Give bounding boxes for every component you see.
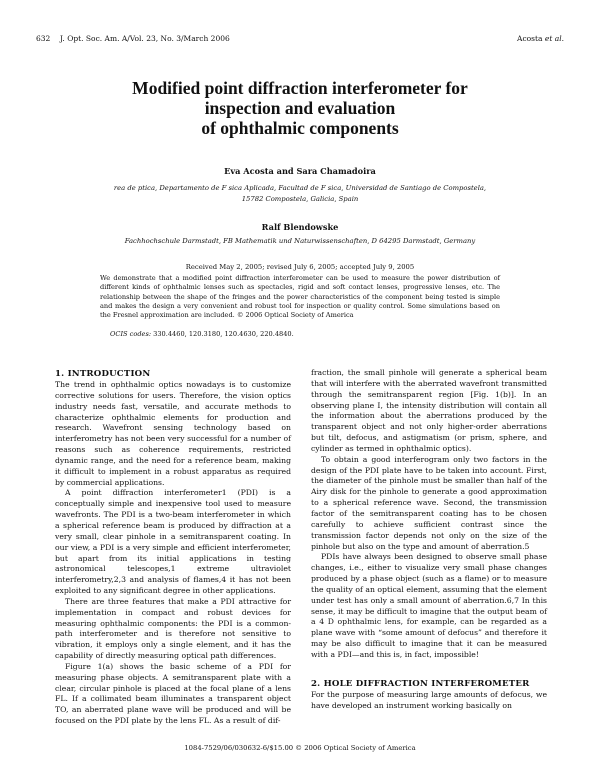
right-column (311, 368, 547, 711)
paragraph: The trend in ophthalmic optics nowadays is to customize corrective solutions for users. Therefore, the vision optics industry needs fast, versatile, and accurate methods to characterize ophthalmic elements for production and research. Wavefront sensing technology based on interferometry has not been very successful for a number of reasons such as coherence requirements, restricted dynamic range, and the need for a reference beam, making it difficult to implement in a robust apparatus as required by commercial applications. (55, 380, 291, 487)
section-heading-introduction: 1. INTRODUCTION (55, 369, 151, 379)
received-dates: Received May 2, 2005; revised July 6, 2005; accepted July 9, 2005 (185, 263, 415, 271)
ocis-codes: OCIS codes: 330.4460, 120.3180, 120.4630, 220.4840. (110, 330, 294, 338)
paragraph: To obtain a good interferogram only two factors in the design of the PDI plate have to be taken into account. First, the diameter of the pinhole must be smaller than half of the Airy disk for the pinhole to generate a good approximation to a spherical reference wave. Second, the transmission factor of the semitransparent coating has to be chosen carefully to achieve sufficient contrast since the transmission factor depends not only on the size of the pinhole but also on the type and amount of aberration.5 (311, 454, 547, 551)
paragraph: fraction, the small pinhole will generate a spherical beam that will interfere with the aberrated wavefront transmitted through the semitransparent region [Fig. 1(b)]. In an observing plane I, the intensity distribution will contain all the information about the aberrations produced by the transparent object and not only higher-order aberrations but tilt, defocus, and astigmatism (or prism, sphere, and cylinder as termed in ophthalmic optics). (311, 368, 547, 453)
paragraph: Figure 1(a) shows the basic scheme of a PDI for measuring phase objects. A semitransparent plate with a clear, circular pinhole is placed at the focal plane of a lens FL. If a collimated beam illuminates a transparent object TO, an aberrated plane wave will be produced and will be focused on the PDI plate by the lens FL. As a result of dif- (55, 661, 291, 726)
authors-group-2: Ralf Blendowske (261, 222, 339, 232)
copyright-footer: 1084-7529/06/030632-6/$15.00 © 2006 Optical Society of America (184, 744, 416, 752)
affiliation-2: Fachhochschule Darmstadt, FB Mathematik und Naturwissenschaften, D 64295 Darmstadt, Germany (124, 237, 476, 245)
affiliation-1 (100, 183, 500, 205)
title-line: inspection and evaluation (204, 98, 396, 118)
abstract: We demonstrate that a modified point diffraction interferometer can be used to measure the power distribution of different kinds of ophthalmic lenses such as spectacles, rigid and soft contact lenses, progressive lenses, etc. The relationship between the shape of the fringes and the power characteristics of the component being tested is simple and makes the design a very convenient and robust tool for inspection or quality control. Some simulations based on the Fresnel approximation are included. © 2006 Optical Society of America (100, 274, 500, 320)
journal-citation: J. Opt. Soc. Am. A/Vol. 23, No. 3/March 2006 (60, 34, 230, 43)
authors-group-1: Eva Acosta and Sara Chamadoira (224, 166, 376, 176)
paragraph: There are three features that make a PDI attractive for implementation in compact and robust devices for measuring ophthalmic components: the PDI is a common-path interferometer and is therefore not sensitive to vibration, it employs only a single element, and it has the capability of directly measuring optical path differences. (55, 596, 291, 661)
section-heading-hole-diffraction: 2. HOLE DIFFRACTION INTERFEROMETER (311, 678, 530, 689)
affiliation-line: 15782 Compostela, Galicia, Spain (241, 195, 359, 203)
paragraph: For the purpose of measuring large amounts of defocus, we have developed an instrument working basically on (311, 689, 547, 710)
title-line: of ophthalmic components (201, 118, 399, 138)
affiliation-line: rea de ptica, Departamento de F sica Aplicada, Facultad de F sica, Universidad de Santiago de Compostela, (113, 184, 487, 192)
page-number: 632 (36, 34, 51, 43)
running-header (36, 33, 564, 45)
paragraph: PDIs have always been designed to observe small phase changes, i.e., either to visualize very small phase changes produced by a phase object (such as a flame) or to measure the quality of an optical element, assuming that the element under test has only a small amount of aberration.6,7 In this sense, it may be difficult to imagine that the output beam of a 4 D ophthalmic lens, for example, can be regarded as a plane wave with “some amount of defocus” and therefore it may be also difficult to imagine that it can be measured with a PDI—and this is, in fact, impossible! (311, 552, 547, 659)
left-column (55, 368, 291, 727)
title-line: Modified point diffraction interferometer for (132, 78, 468, 98)
running-authors: Acosta et al. (517, 34, 564, 43)
paragraph: A point diffraction interferometer1 (PDI) is a conceptually simple and inexpensive tool used to measure wavefronts. The PDI is a two-beam interferometer in which a spherical reference beam is produced by diffraction at a very small, clear pinhole in a semitransparent coating. In our view, a PDI is a very simple and efficient interferometer, but apart from its initial applications in testing astronomical telescopes,1 extreme ultraviolet interferometry,2,3 and analysis of flames,4 it has not been exploited to any significant degree in other applications. (55, 488, 291, 596)
paper-title (60, 78, 540, 138)
